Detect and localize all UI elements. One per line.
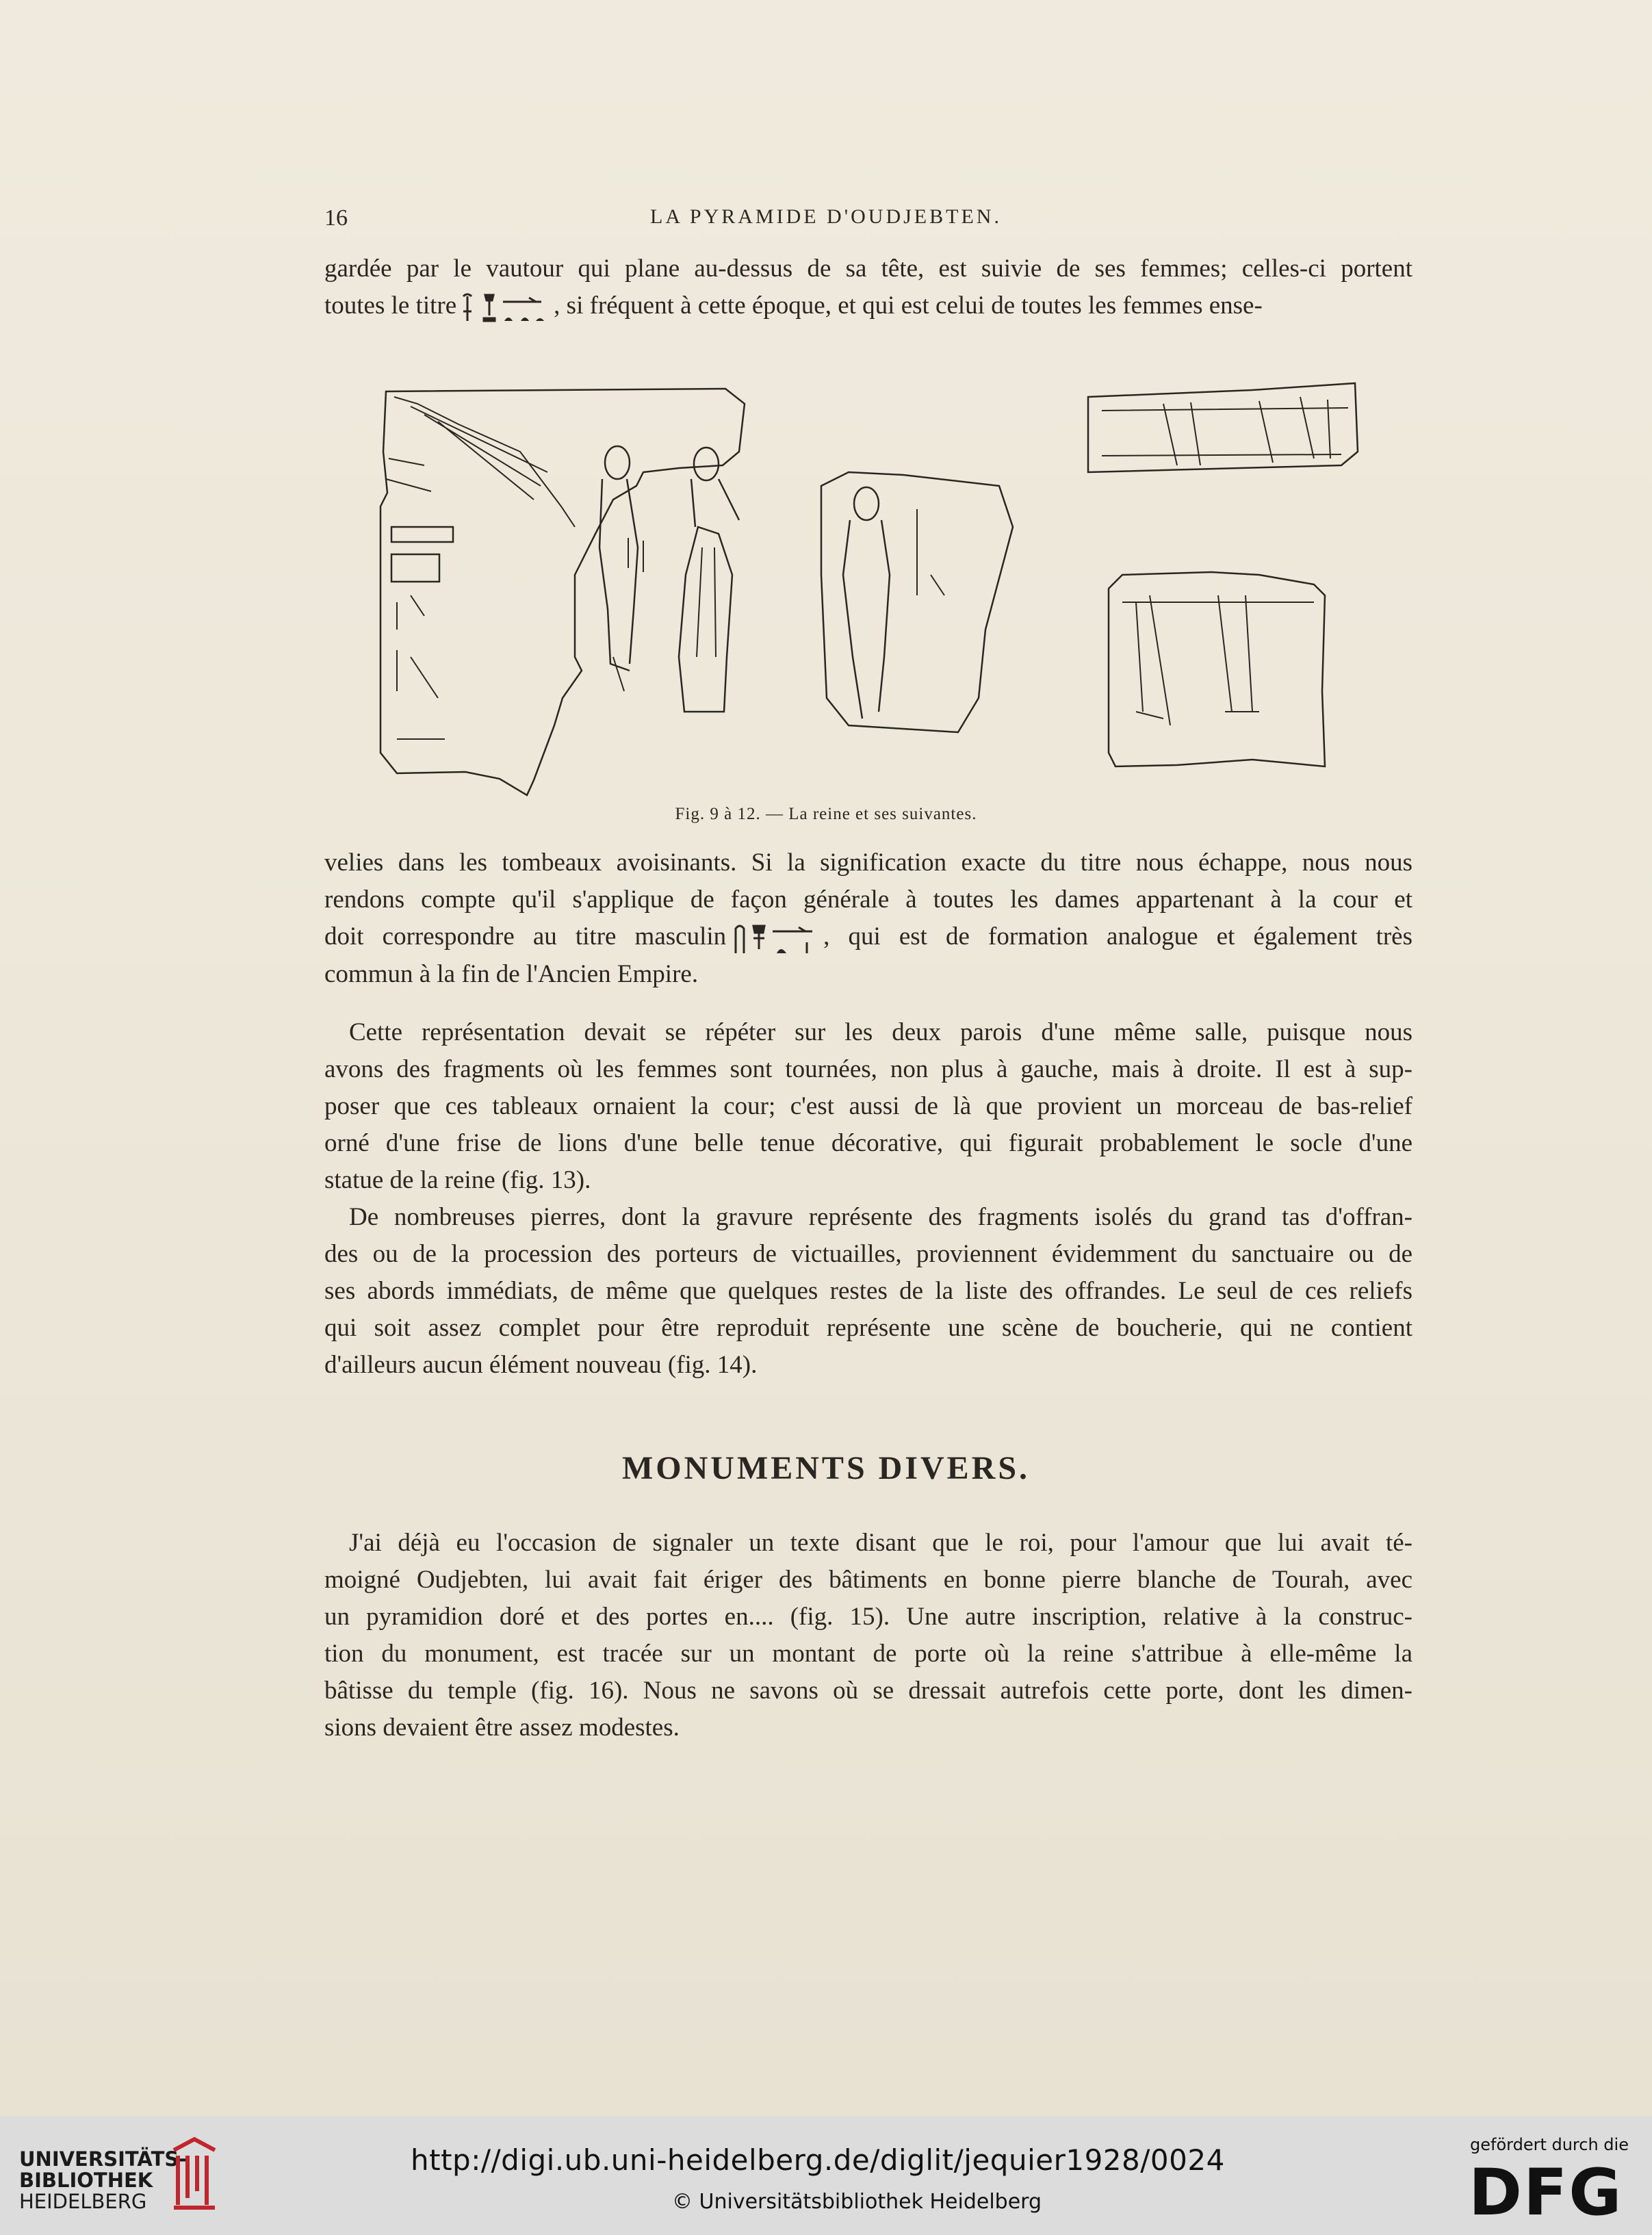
paragraph-2-line-2: rendons compte qu'il s'applique de façon générale à toutes les dames appartenant à la cour et xyxy=(324,886,1412,914)
paragraph-5-line-6: sions devaient être assez modestes. xyxy=(324,1714,680,1742)
paragraph-3-line-5: statue de la reine (fig. 13). xyxy=(324,1166,591,1194)
fragment-bottom-right-outline xyxy=(1109,572,1325,766)
paragraph-3-line-3: poser que ces tableaux ornaient la cour; c'est aussi de là que provient un morceau de bas-relief xyxy=(324,1092,1412,1120)
paragraph-2 xyxy=(324,844,1412,993)
page-number: 16 xyxy=(324,205,348,231)
figure-9-12 xyxy=(370,370,1362,808)
paragraph-2-line-3a: doit correspondre au titre masculin xyxy=(324,922,727,951)
paragraph-1 xyxy=(324,250,1412,325)
paragraph-2-line-1: velies dans les tombeaux avoisinants. Si la signification exacte du titre nous échappe, nous nous xyxy=(324,849,1412,877)
running-head-title: LA PYRAMIDE D'OUDJEBTEN. xyxy=(650,205,1002,228)
hieroglyph-title-icon xyxy=(461,291,550,325)
paragraph-1-line-2 xyxy=(324,287,1412,325)
paragraph-3-line-4: orné d'une frise de lions d'une belle tenue décorative, qui figurait probablement le socle d'une xyxy=(324,1129,1412,1157)
paragraph-4 xyxy=(324,1199,1412,1384)
paragraph-5-line-2: moigné Oudjebten, lui avait fait ériger des bâtiments en bonne pierre blanche de Tourah, avec xyxy=(324,1566,1412,1594)
fragment-large-outline xyxy=(380,389,745,795)
paragraph-1-line-1: gardée par le vautour qui plane au-dessus de sa tête, est suivie de ses femmes; celles-ci portent xyxy=(324,255,1412,283)
library-logo-icon xyxy=(167,2136,229,2212)
figure-caption: Fig. 9 à 12. — La reine et ses suivantes. xyxy=(675,805,977,823)
hieroglyph-masculine-title-icon xyxy=(730,922,819,956)
library-line-3: HEIDELBERG xyxy=(19,2190,147,2213)
dfg-logo[interactable]: DFG xyxy=(1469,2156,1623,2230)
paragraph-2-line-3 xyxy=(324,918,1412,956)
paragraph-1-line-2a: toutes le titre xyxy=(324,292,457,320)
relief-drawings xyxy=(370,370,1362,808)
library-line-2: BIBLIOTHEK xyxy=(19,2169,153,2192)
paragraph-2-line-4: commun à la fin de l'Ancien Empire. xyxy=(324,959,699,988)
paragraph-4-line-5: d'ailleurs aucun élément nouveau (fig. 14). xyxy=(324,1351,758,1379)
fragment-middle-left-outline xyxy=(679,527,732,712)
paragraph-2-line-3b: , qui est de formation analogue et également très xyxy=(823,922,1412,951)
paragraph-4-line-2: des ou de la procession des porteurs de victuailles, proviennent évidemment du sanctuaire ou de xyxy=(324,1240,1412,1268)
paragraph-5 xyxy=(324,1525,1412,1746)
funding-note: gefördert durch die xyxy=(1470,2135,1629,2154)
library-line-1: UNIVERSITÄTS- xyxy=(19,2147,188,2171)
paragraph-1-line-2b: , si fréquent à cette époque, et qui est celui de toutes les femmes ense- xyxy=(554,292,1263,320)
viewer-footer xyxy=(0,2116,1652,2235)
running-head xyxy=(0,205,1652,233)
paragraph-5-line-3: un pyramidion doré et des portes en.... (fig. 15). Une autre inscription, relative à la construc- xyxy=(324,1603,1412,1631)
section-title: MONUMENTS DIVERS. xyxy=(621,1450,1031,1486)
paragraph-5-line-5: bâtisse du temple (fig. 16). Nous ne savons où se dressait autrefois cette porte, dont les dimen- xyxy=(324,1677,1412,1705)
paragraph-3-line-2: avons des fragments où les femmes sont tournées, non plus à gauche, mais à droite. Il est à sup- xyxy=(324,1055,1412,1083)
paragraph-4-line-4: qui soit assez complet pour être reproduit représente une scène de boucherie, qui ne contient xyxy=(324,1314,1412,1342)
paragraph-3 xyxy=(324,1014,1412,1199)
permalink-url[interactable]: http://digi.ub.uni-heidelberg.de/diglit/jequier1928/0024 xyxy=(411,2143,1225,2177)
paragraph-4-line-3: ses abords immédiats, de même que quelques restes de la liste des offrandes. Le seul de ces reliefs xyxy=(324,1277,1412,1305)
library-name[interactable] xyxy=(19,2149,187,2212)
paragraph-5-line-4: tion du monument, est tracée sur un montant de porte où la reine s'attribue à elle-même la xyxy=(324,1640,1412,1668)
fragment-top-right-outline xyxy=(1088,383,1358,472)
paragraph-4-line-1: De nombreuses pierres, dont la gravure représente des fragments isolés du grand tas d'offran- xyxy=(349,1203,1412,1231)
paragraph-5-line-1: J'ai déjà eu l'occasion de signaler un texte disant que le roi, pour l'amour que lui avait té- xyxy=(349,1529,1412,1557)
copyright-notice: © Universitätsbibliothek Heidelberg xyxy=(672,2190,1042,2214)
paragraph-3-line-1: Cette représentation devait se répéter sur les deux parois d'une même salle, puisque nous xyxy=(349,1018,1412,1046)
